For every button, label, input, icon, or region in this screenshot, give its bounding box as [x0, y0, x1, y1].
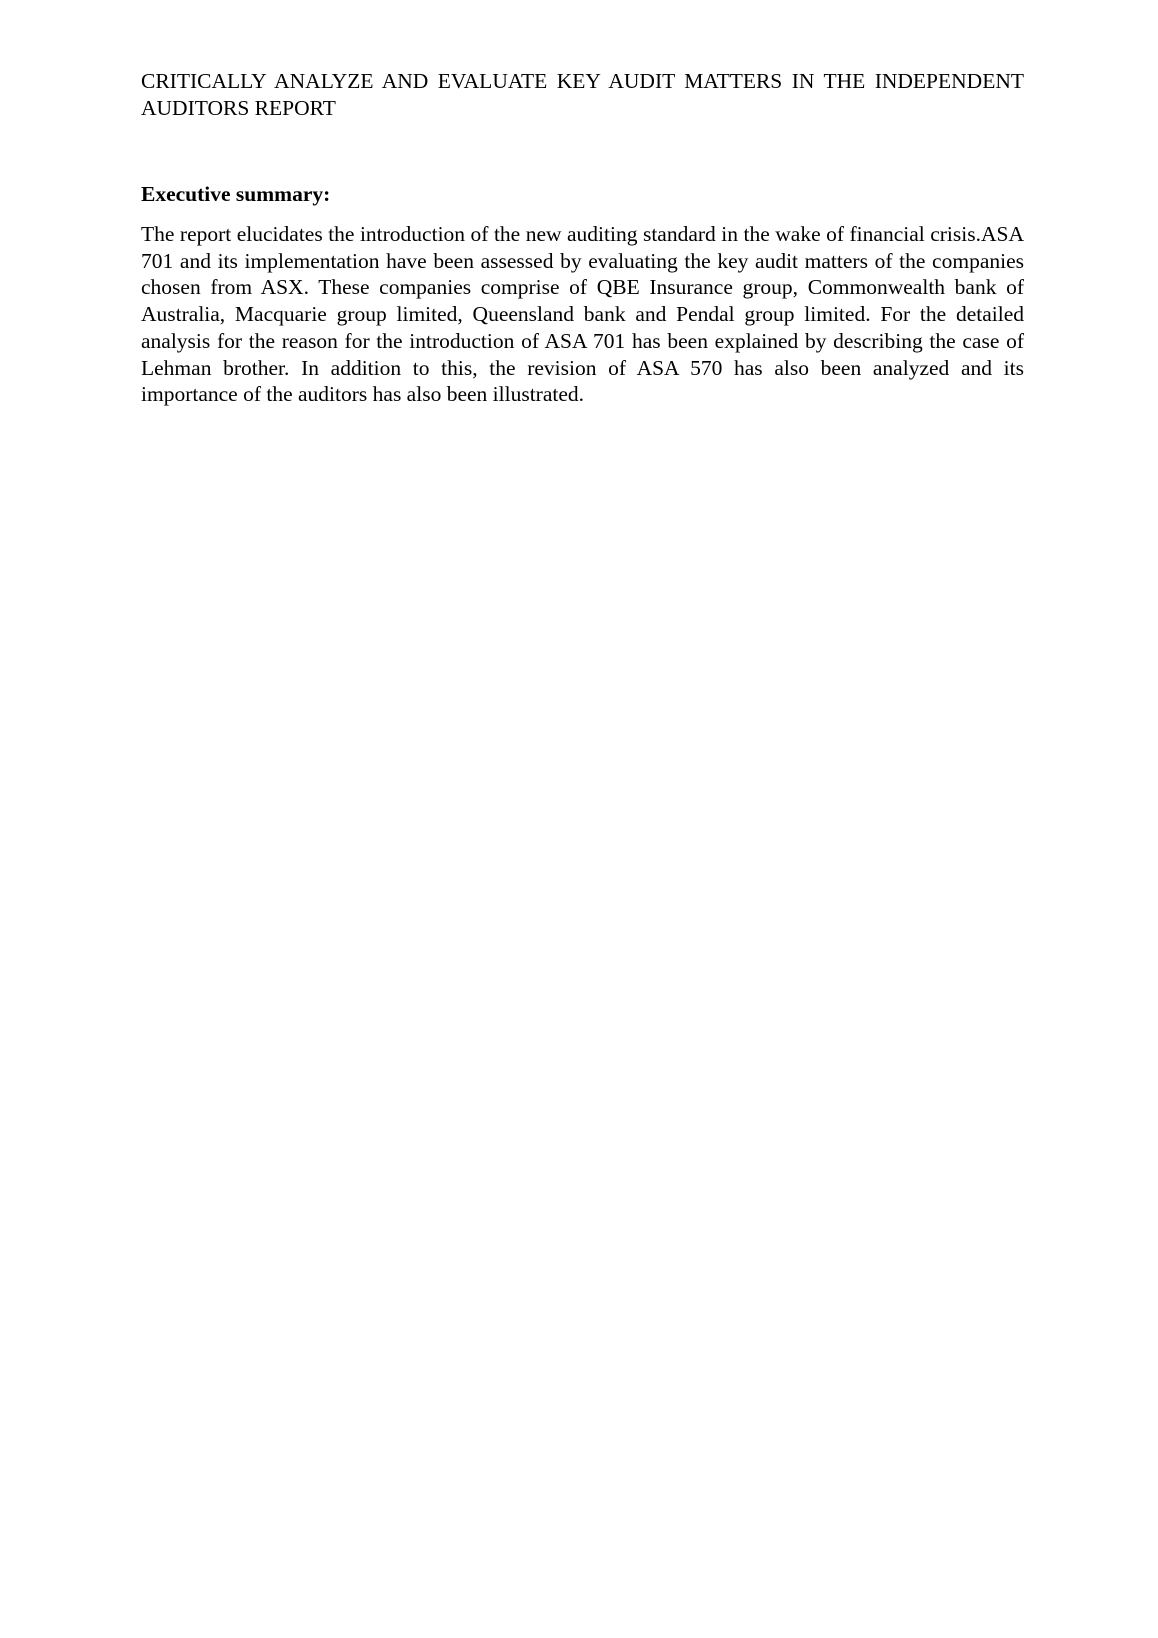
executive-summary-paragraph: The report elucidates the introduction of the new auditing standard in the wake of financial crisis.ASA 701 and its implementation have been assessed by evaluating the key audit matters of the companies chosen from ASX. These companies comprise of QBE Insurance group, Commonwealth bank of Australia, Macquarie group limited, Queensland bank and Pendal group limited. For the detailed analysis for the reason for the introduction of ASA 701 has been explained by describing the case of Lehman brother. In addition to this, the revision of ASA 570 has also been analyzed and its importance of the auditors has also been illustrated.	[141, 222, 1024, 407]
document-title: CRITICALLY ANALYZE AND EVALUATE KEY AUDIT MATTERS IN THE INDEPENDENT AUDITORS REPORT	[141, 69, 1024, 120]
page-content	[141, 68, 1024, 408]
section-heading-executive-summary: Executive summary:	[141, 182, 331, 206]
